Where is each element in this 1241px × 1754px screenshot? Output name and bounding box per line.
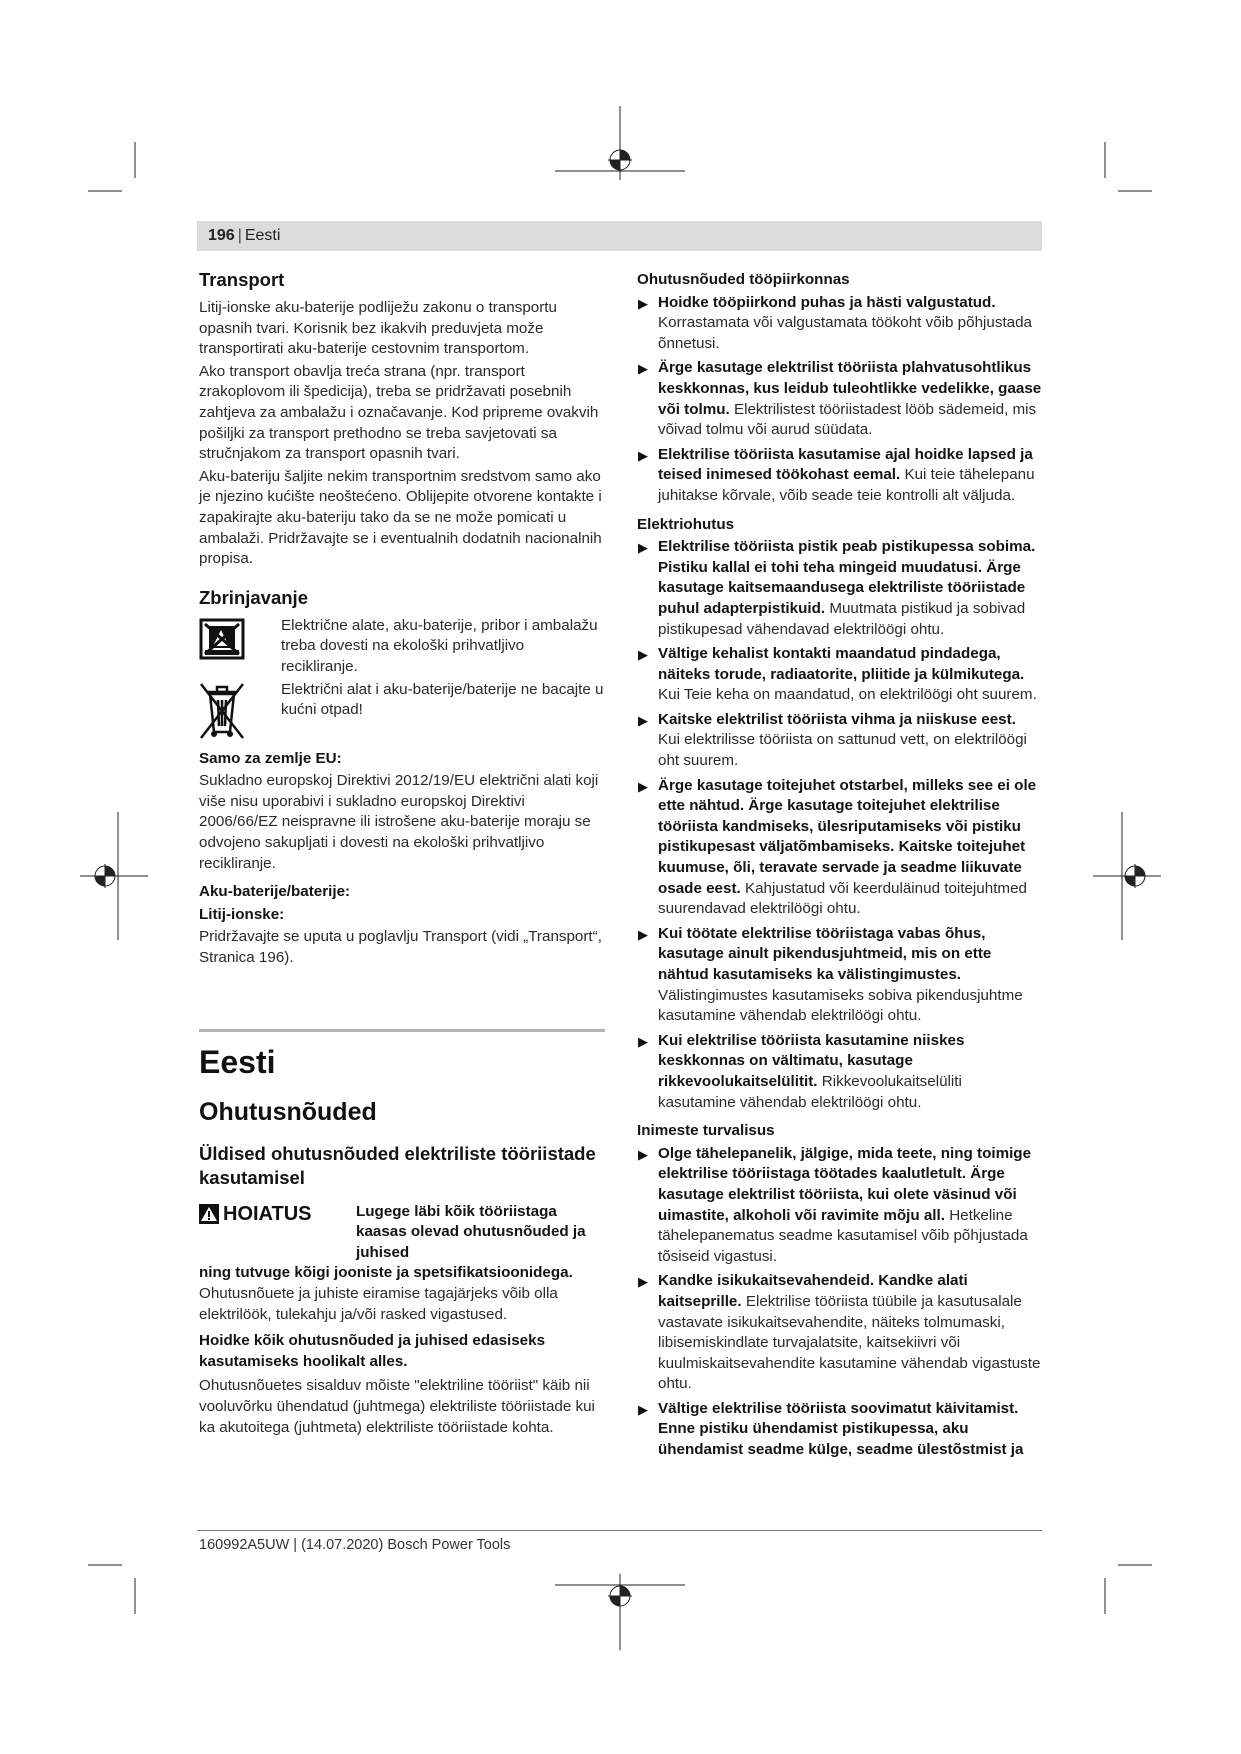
warning-label [199,1202,312,1226]
work-area-heading: Ohutusnõuded tööpiirkonnas [637,271,850,288]
item-text: Hetkeline tähelepanematus seadme kasutamisel võib põhjustada tõsiseid vigastusi. [658,1206,1028,1265]
header-text: 196 | Eesti [208,227,281,244]
item-bold: Vältige elektrilise tööriista soovimatut käivitamist. Enne pistiku ühendamist pistikupessa, aku ühendamist seadme külge, seadme ülestõstmist ja [658,1399,1024,1459]
page-number: 196 [208,227,235,244]
list-item [637,776,1042,920]
warning-block [199,1202,605,1326]
footer-text: 160992A5UW | (14.07.2020) Bosch Power Tools [199,1537,511,1553]
transport-title: Transport [199,269,285,290]
item-bold: Elektrilise tööriista kasutamise ajal hoidke lapsed ja teised inimesed töökohast eemal. [658,445,1033,484]
item-bold: Olge tähelepanelik, jälgige, mida teete, ning toimige elektrilise tööriistaga töötades kaalutletult. Ärge kasutage elektrilist tööriista, kui olete väsinud või uimastite, alkoholi või ravimite mõju all. [658,1144,1032,1224]
safety-title: Ohutusnõuded [199,1097,377,1126]
item-text: Elektrilise tööriista tüübile ja kasutusalale vastavate isikukaitsevahendite, näiteks tolmumaski, libisemiskindlate turvajalatsite, kaitsekiivri või kuulmiskaitsevahendite kasutamine vähendab vigastuste ohtu. [658,1292,1041,1393]
eesti-title: Eesti [199,1043,276,1080]
item-text: Muutmata pistikud ja sobivad pistikupesad vähendavad elektrilöögi ohtu. [658,599,1026,638]
eu-heading: Samo za zemlje EU: [199,749,342,767]
bullet-arrow-icon: ▶ [638,1033,648,1049]
list-item [637,1399,1042,1461]
warning-text: Ohutusnõuete ja juhiste eiramise tagajärjeks võib olla elektrilöök, tulekahju ja/või rasked vigastused. [199,1285,558,1323]
list-item [637,924,1042,1027]
recycle-row [199,616,605,678]
bin-row [199,680,605,721]
general-safety-title: Üldised ohutusnõuded elektriliste tööriistade kasutamisel [199,1142,596,1188]
item-bold: Elektrilise tööriista pistik peab pistikupessa sobima. Pistiku kallal ei tohi teha mingeid muudatusi. Ärge kasutage kaitsemaandusega elektriliste tööriistade puhul adapterpistikuid. [658,538,1036,617]
footer-rule [197,1530,1042,1531]
warning-triangle-icon [199,1204,219,1224]
section-divider [199,1029,605,1032]
transport-paragraph-1: Litij-ionske aku-baterije podliježu zakonu o transportu opasnih tvari. Korisnik bez ikakvih preduvjeta može transportirati aku-baterije cestovnim transportom. [199,299,557,358]
crossed-bin-icon [199,680,245,742]
electrical-heading: Elektriohutus [637,515,735,533]
list-item [637,710,1042,772]
item-bold: Vältige kehalist kontakti maandatud pindadega, näiteks torude, radiaatorite, pliitide ja külmikutega. [658,645,1025,683]
item-text: Kui teie tähelepanu juhitakse kõrvale, võib seade teie kontrolli alt väljuda. [658,466,1035,504]
bullet-arrow-icon: ▶ [638,647,648,663]
left-column [199,268,605,1438]
item-bold: Hoidke tööpiirkond puhas ja hästi valgustatud. [658,293,996,311]
item-bold: Kui elektrilise tööriista kasutamine niiskes keskkonnas on vältimatu, kasutage rikkevoolukaitselülitit. [658,1031,965,1090]
list-item [637,1271,1042,1395]
list-item [637,1144,1042,1268]
list-item [637,445,1042,507]
warning-bold-2: ning tutvuge kõigi jooniste ja spetsifikatsioonidega. [199,1264,573,1282]
header-language: Eesti [244,227,281,244]
item-text: Kahjustatud või keerduläinud toitejuhtmed suurendavad elektrilöögi ohtu. [658,879,1027,918]
list-item [637,644,1042,706]
item-text: Korrastamata või valgustamata töökoht võib põhjustada õnnetusi. [658,314,1032,352]
right-column [637,270,1042,1461]
personal-heading: Inimeste turvalisus [637,1122,775,1140]
bullet-arrow-icon: ▶ [638,1401,648,1417]
item-text: Välistingimustes kasutamiseks sobiva pikendusjuhtme kasutamine vähendab elektrilöögi ohtu. [658,986,1023,1025]
item-bold: Kandke isikukaitsevahendeid. Kandke alati kaitseprille. [658,1272,968,1310]
eu-text: Sukladno europskoj Direktivi 2012/19/EU električni alati koji više nisu uporabivi i sukladno europskoj Direktivi 2006/66/EZ neispravne ili istrošene aku-baterije moraju se odvojeno sakupljati i dovesti na ekološki prihvatljivo recikliranje. [199,772,599,872]
item-text: Kui Teie keha on maandatud, on elektrilöögi oht suurem. [658,686,1037,704]
list-item [637,293,1042,355]
bullet-arrow-icon: ▶ [638,778,648,794]
keep-instructions: Hoidke kõik ohutusnõuded ja juhised edasiseks kasutamiseks hoolikalt alles. [199,1332,546,1370]
disposal-title: Zbrinjavanje [199,586,308,608]
term-definition: Ohutusnõuetes sisalduv mõiste "elektriline tööriist" käib nii vooluvõrku ühendatud (juhtmega) elektriliste tööriistade kui ka akutoitega (juhtmeta) elektriliste tööriistade kohta. [199,1377,595,1436]
recycle-text: Električne alate, aku-baterije, pribor i ambalažu treba dovesti na ekološki prihvatljivo recikliranje. [281,616,598,675]
bullet-arrow-icon: ▶ [638,926,648,942]
bullet-arrow-icon: ▶ [638,295,648,311]
list-item [637,1031,1042,1113]
bin-text: Električni alat i aku-baterije/baterije ne bacajte u kućni otpad! [281,680,604,719]
item-bold: Kui töötate elektrilise tööriistaga vabas õhus, kasutage ainult pikendusjuhtmeid, mis on ette nähtud kasutamiseks ka välistingimustes. [658,924,992,983]
bullet-arrow-icon: ▶ [638,712,648,728]
bullet-arrow-icon: ▶ [638,1146,648,1162]
bullet-arrow-icon: ▶ [638,540,648,556]
transport-paragraph-3: Aku-bateriju šaljite nekim transportnim sredstvom samo ako je njezino kućište neoštećeno. Oblijepite otvorene kontakte i zapakirajte aku-bateriju tako da se ne može pomicati u ambalaži. Pridržavajte se i eventualnih dodatnih nacionalnih propisa. [199,467,602,568]
list-item [637,537,1042,640]
item-bold: Ärge kasutage elektrilist tööriista plahvatusohtlikus keskkonnas, kus leidub tuleohtlikke vedelikke, gaase või tolmu. [658,359,1042,418]
bullet-arrow-icon: ▶ [638,1274,648,1290]
item-bold: Kaitske elektrilist tööriista vihma ja niiskuse eest. [658,710,1016,728]
item-bold: Ärge kasutage toitejuhet otstarbel, milleks see ei ole ette nähtud. Ärge kasutage toitejuhet elektrilise tööriista kandmiseks, ülesriputamiseks või pistiku pistikupesast väljatõmbamiseks. Kaitske toitejuhet kuumuse, õli, teravate servade ja seadme liikuvate osade eest. [658,776,1037,897]
item-text: Kui elektrilisse tööriista on sattunud vett, on elektrilöögi oht suurem. [658,731,1027,770]
warning-bold-1: Lugege läbi kõik tööriistaga kaasas olevad ohutusnõuded ja juhised [356,1202,586,1261]
transport-paragraph-2: Ako transport obavlja treća strana (npr. transport zrakoplovom ili špedicija), treba se pridržavati posebnih zahtjeva za ambalažu i označavanje. Kod pripreme ovakvih pošiljki za transport prethodno se treba savjetovati sa stručnjakom za transport opasnih tvari. [199,362,599,463]
list-item [637,358,1042,440]
battery-heading: Aku-baterije/baterije: [199,883,351,901]
bullet-arrow-icon: ▶ [638,361,648,377]
item-text: Rikkevoolukaitselüliti kasutamine vähendab elektrilöögi ohtu. [658,1072,962,1111]
item-text: Elektrilistest tööriistadest lööb sädemeid, mis võivad tolmu või aurud süüdata. [658,400,1037,439]
recycle-symbol-icon [199,618,245,660]
liion-heading: Litij-ionske: [199,905,285,923]
liion-text: Pridržavajte se uputa u poglavlju Transport (vidi „Transport“, Stranica 196). [199,928,602,967]
page-header [197,221,1042,251]
warning-label-text: HOIATUS [223,1202,312,1225]
bullet-arrow-icon: ▶ [638,447,648,463]
